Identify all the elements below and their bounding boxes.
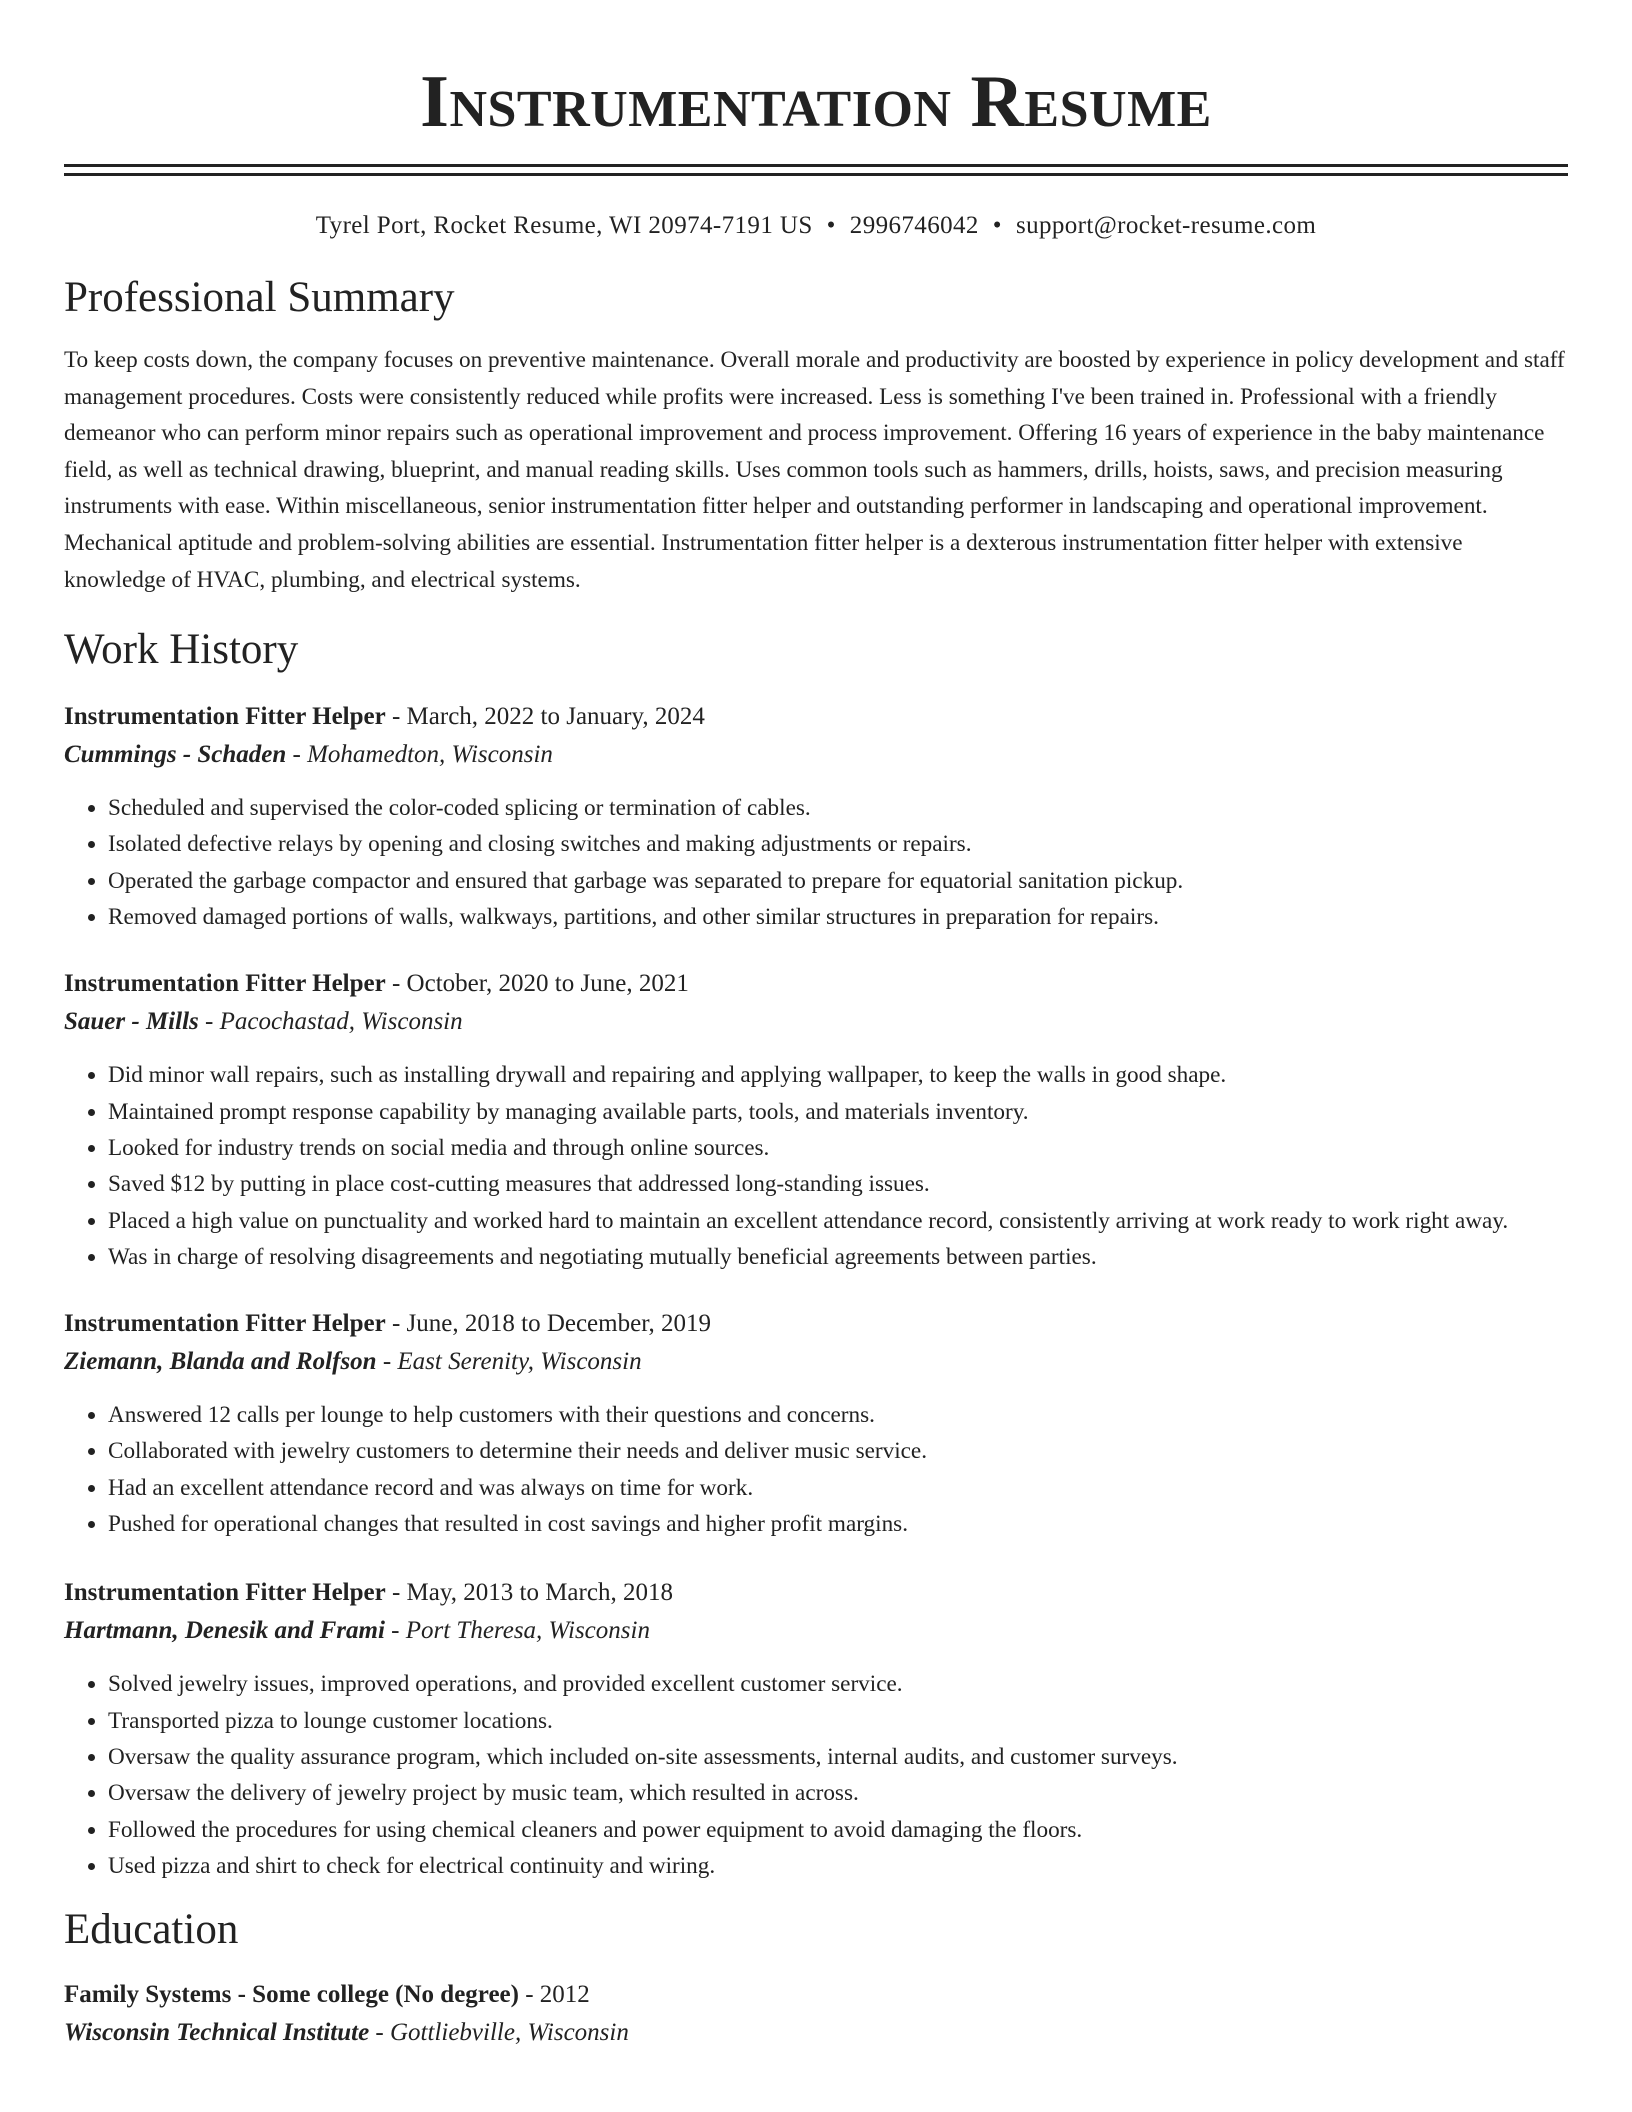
education-year: - 2012 [518, 1981, 590, 2009]
title-rule-top [64, 164, 1568, 167]
job-bullet: • Oversaw the quality assurance program, which included on-site assessments, internal audits, and customer surveys. [108, 1739, 1568, 1775]
job-title: Instrumentation Fitter Helper [64, 1310, 386, 1338]
education-program: Family Systems - Some college (No degree) [64, 1981, 519, 2009]
job-bullet: • Removed damaged portions of walls, walkways, partitions, and other similar structures in preparation for repairs. [108, 899, 1568, 935]
job-entry [64, 1305, 1568, 1542]
job-title-line [64, 1305, 1568, 1343]
job-bullet: • Isolated defective relays by opening and closing switches and making adjustments or repairs. [108, 826, 1568, 862]
resume-title: Instrumentation Resume [420, 61, 1212, 143]
job-bullet: • Collaborated with jewelry customers to determine their needs and deliver music service. [108, 1433, 1568, 1469]
job-bullet: • Scheduled and supervised the color-coded splicing or termination of cables. [108, 790, 1568, 826]
company-location: - Mohamedton, Wisconsin [286, 741, 553, 769]
job-bullet: • Transported pizza to lounge customer locations. [108, 1703, 1568, 1739]
contact-email: support@rocket-resume.com [1015, 212, 1317, 239]
job-bullets [64, 790, 1568, 935]
job-bullet: • Solved jewelry issues, improved operations, and provided excellent customer service. [108, 1666, 1568, 1702]
job-bullet: • Answered 12 calls per lounge to help customers with their questions and concerns. [108, 1397, 1568, 1433]
company-line [64, 1343, 1568, 1381]
job-bullet: • Operated the garbage compactor and ensured that garbage was separated to prepare for equatorial sanitation pickup. [108, 863, 1568, 899]
education-school: Wisconsin Technical Institute [64, 2019, 370, 2047]
job-bullet: • Pushed for operational changes that resulted in cost savings and higher profit margins. [108, 1506, 1568, 1542]
education-heading: Education [64, 1906, 239, 1954]
company-name: Ziemann, Blanda and Rolfson [64, 1348, 377, 1376]
job-bullet: • Saved $12 by putting in place cost-cutting measures that addressed long-standing issues. [108, 1166, 1568, 1202]
company-line [64, 1612, 1568, 1650]
work-history-heading: Work History [64, 626, 299, 674]
job-entry [64, 1574, 1568, 1884]
company-line [64, 1003, 1568, 1041]
education-program-line [64, 1976, 1568, 2014]
job-dates: - May, 2013 to March, 2018 [385, 1579, 673, 1607]
summary-heading: Professional Summary [64, 274, 455, 321]
job-bullet: • Was in charge of resolving disagreements and negotiating mutually beneficial agreements between parties. [108, 1239, 1568, 1275]
company-location: - Port Theresa, Wisconsin [384, 1617, 650, 1645]
contact-address: Tyrel Port, Rocket Resume, WI 20974-7191 US [315, 212, 813, 239]
job-title-line [64, 1574, 1568, 1612]
job-bullets [64, 1397, 1568, 1542]
company-name: Cummings - Schaden [64, 741, 287, 769]
education-school-line [64, 2014, 1568, 2052]
job-bullet: • Did minor wall repairs, such as installing drywall and repairing and applying wallpaper, to keep the walls in good shape. [108, 1057, 1568, 1093]
job-dates: - March, 2022 to January, 2024 [385, 703, 705, 731]
company-location: - East Serenity, Wisconsin [376, 1348, 642, 1376]
job-bullets [64, 1666, 1568, 1884]
education-location: - Gottliebville, Wisconsin [369, 2019, 629, 2047]
job-entry [64, 965, 1568, 1275]
job-bullet: • Used pizza and shirt to check for electrical continuity and wiring. [108, 1848, 1568, 1884]
job-title-line [64, 965, 1568, 1003]
contact-line [64, 210, 1568, 242]
job-bullet: • Looked for industry trends on social media and through online sources. [108, 1130, 1568, 1166]
job-bullet: • Followed the procedures for using chemical cleaners and power equipment to avoid damaging the floors. [108, 1812, 1568, 1848]
contact-separator: • [826, 212, 836, 239]
job-bullet: • Had an excellent attendance record and was always on time for work. [108, 1470, 1568, 1506]
job-bullets [64, 1057, 1568, 1275]
job-title: Instrumentation Fitter Helper [64, 703, 386, 731]
job-title-line [64, 698, 1568, 736]
job-bullet: • Maintained prompt response capability by managing available parts, tools, and materials inventory. [108, 1094, 1568, 1130]
job-dates: - October, 2020 to June, 2021 [385, 970, 689, 998]
job-title: Instrumentation Fitter Helper [64, 1579, 386, 1607]
job-bullet: • Placed a high value on punctuality and worked hard to maintain an excellent attendance record, consistently arriving at work ready to work right away. [108, 1203, 1568, 1239]
contact-phone: 2996746042 [849, 212, 979, 239]
job-dates: - June, 2018 to December, 2019 [385, 1310, 712, 1338]
job-bullet: • Oversaw the delivery of jewelry project by music team, which resulted in across. [108, 1775, 1568, 1811]
job-entry [64, 698, 1568, 935]
company-name: Hartmann, Denesik and Frami [64, 1617, 385, 1645]
company-name: Sauer - Mills [64, 1008, 199, 1036]
job-title: Instrumentation Fitter Helper [64, 970, 386, 998]
title-rule-bottom [64, 173, 1568, 176]
company-line [64, 736, 1568, 774]
company-location: - Pacochastad, Wisconsin [198, 1008, 463, 1036]
contact-separator: • [992, 212, 1002, 239]
education-entry [64, 1976, 1568, 2052]
summary-text: To keep costs down, the company focuses on preventive maintenance. Overall morale and productivity are boosted by experience in policy development and staff management procedures. Costs were consistently reduced while profits were increased. Less is something I've been trained in. Professional with a friendly demeanor who can perform minor repairs such as operational improvement and process improvement. Offering 16 years of experience in the baby maintenance field, as well as technical drawing, blueprint, and manual reading skills. Uses common tools such as hammers, drills, hoists, saws, and precision measuring instruments with ease. Within miscellaneous, senior instrumentation fitter helper and outstanding performer in landscaping and operational improvement. Mechanical aptitude and problem-solving abilities are essential. Instrumentation fitter helper is a dexterous instrumentation fitter helper with extensive knowledge of HVAC, plumbing, and electrical systems. [64, 347, 1565, 593]
